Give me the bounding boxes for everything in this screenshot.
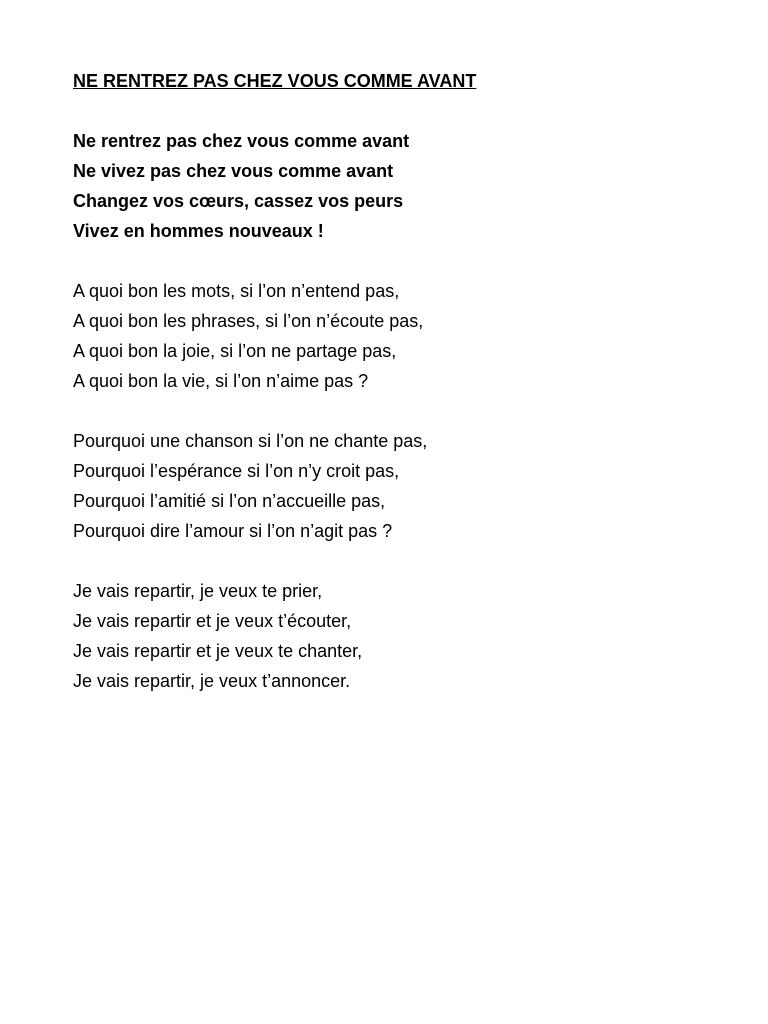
chorus-line: Vivez en hommes nouveaux ! bbox=[73, 221, 324, 241]
verse-line: A quoi bon les phrases, si l’on n’écoute pas, bbox=[73, 311, 424, 331]
song-title: NE RENTREZ PAS CHEZ VOUS COMME AVANT bbox=[73, 71, 477, 91]
document-page bbox=[73, 66, 733, 726]
verse-line: Je vais repartir et je veux te chanter, bbox=[73, 641, 363, 661]
verse-line: A quoi bon la vie, si l’on n’aime pas ? bbox=[73, 371, 369, 391]
chorus bbox=[73, 126, 733, 246]
verse-line: A quoi bon la joie, si l’on ne partage pas, bbox=[73, 341, 397, 361]
stanza-2 bbox=[73, 426, 733, 546]
verse-line: Je vais repartir, je veux t’annoncer. bbox=[73, 671, 351, 691]
stanza-1 bbox=[73, 276, 733, 396]
verse-line: Je vais repartir et je veux t’écouter, bbox=[73, 611, 352, 631]
stanza-3 bbox=[73, 576, 733, 696]
chorus-line: Ne vivez pas chez vous comme avant bbox=[73, 161, 394, 181]
verse-line: Pourquoi l’amitié si l’on n’accueille pas, bbox=[73, 491, 386, 511]
verse-line: Je vais repartir, je veux te prier, bbox=[73, 581, 323, 601]
verse-line: Pourquoi une chanson si l’on ne chante pas, bbox=[73, 431, 428, 451]
chorus-line: Ne rentrez pas chez vous comme avant bbox=[73, 131, 410, 151]
verse-line: Pourquoi l’espérance si l’on n’y croit pas, bbox=[73, 461, 400, 481]
verse-line: A quoi bon les mots, si l’on n’entend pas, bbox=[73, 281, 400, 301]
chorus-line: Changez vos cœurs, cassez vos peurs bbox=[73, 191, 404, 211]
verse-line: Pourquoi dire l’amour si l’on n’agit pas ? bbox=[73, 521, 393, 541]
